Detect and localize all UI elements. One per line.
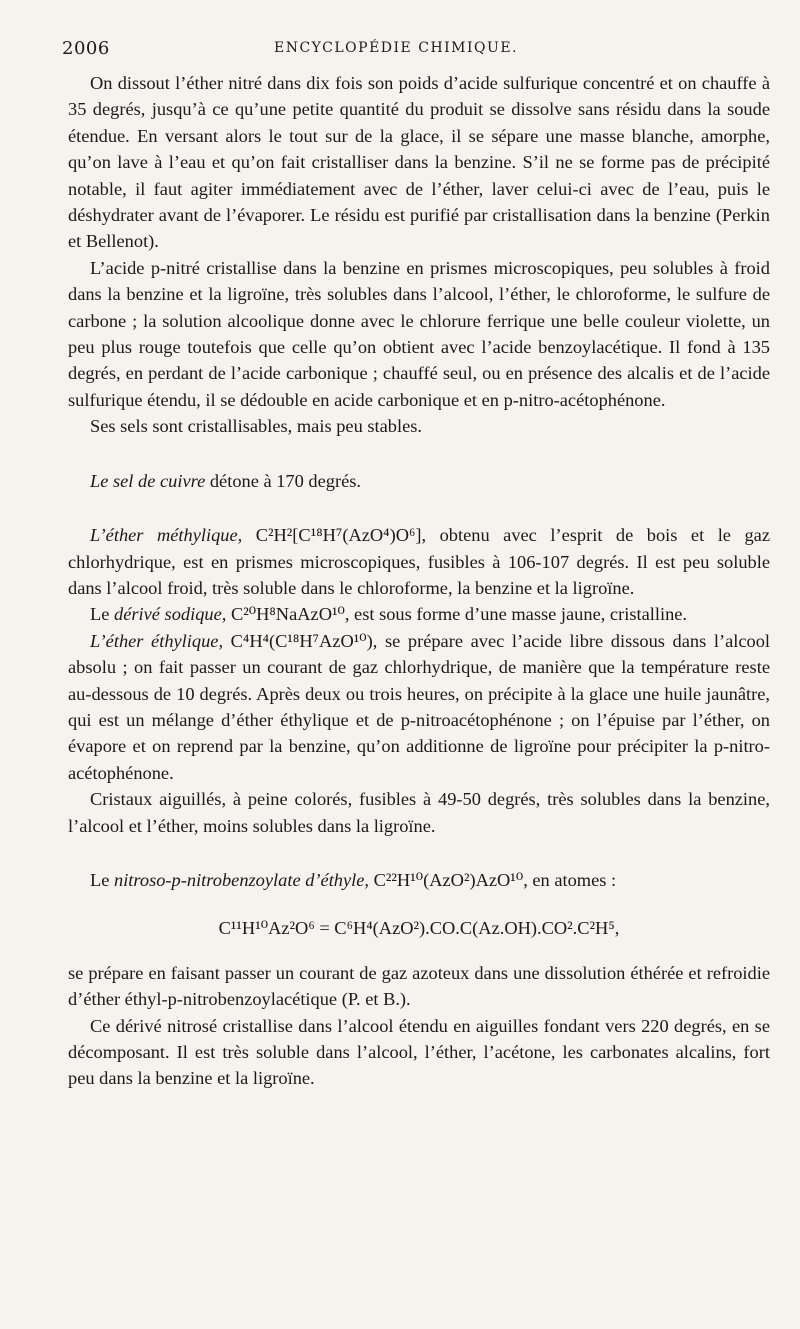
paragraph-cristaux: Cristaux aiguillés, à peine colorés, fusibles à 49-50 degrés, très solubles dans la benzine, l’alcool et l’éther, moins solubles dans la ligroïne.	[68, 789, 770, 836]
paragraph-sel-de-cuivre	[68, 468, 770, 494]
paragraph-2: L’acide p-nitré cristallise dans la benzine en prismes microscopiques, peu solubles à froid dans la benzine et la ligroïne, très solubles dans l’alcool, l’éther, le chloroforme, le sulfure de carbone ; la solution alcoolique donne avec le chlorure ferrique une belle couleur violette, un peu plus rouge toutefois que celle qu’on obtient avec l’acide benzoylacétique. Il fond à 135 degrés, en perdant de l’acide carbonique ; chauffé seul, ou en présence des alcalis et de l’acide sulfurique étendu, il se dédouble en acide carbonique et en p-nitro-acétophénone.	[68, 257, 770, 410]
term-ether-ethylique: L’éther éthylique,	[90, 630, 224, 651]
paragraph-10: se prépare en faisant passer un courant de gaz azoteux dans une dissolution éthérée et refroidie d’éther éthyl-p-nitrobenzoylacétique (P. et B.).	[68, 962, 770, 1010]
page-header	[62, 38, 730, 64]
paragraph-4-text: détone à 170 degrés.	[205, 470, 362, 491]
term-ether-methylique: L’éther méthylique,	[90, 525, 243, 546]
term-sel-de-cuivre: Le sel de cuivre	[90, 470, 206, 491]
paragraph-6-text: C²⁰H⁸NaAzO¹⁰, est sous forme d’une masse jaune, cristalline.	[226, 604, 688, 625]
paragraph-ether-methylique	[68, 522, 770, 601]
paragraph-6-prefix: Le	[90, 604, 114, 625]
term-derive-sodique: dérivé sodique,	[114, 604, 227, 625]
paragraph-9-prefix: Le	[90, 869, 114, 890]
paragraph-derive-sodique	[68, 601, 770, 627]
page-number: 2006	[62, 38, 110, 59]
paragraph-5-text: C²H²[C¹⁸H⁷(AzO⁴)O⁶], obtenu avec l’esprit de bois et le gaz chlorhydrique, est en prismes microscopiques, fusibles à 106-107 degrés. Il est peu soluble dans l’alcool froid, très soluble dans le chloroforme, la benzine et la ligroïne.	[68, 525, 770, 598]
paragraph-9-text: C²²H¹⁰(AzO²)AzO¹⁰, en atomes :	[369, 869, 617, 890]
paragraph-1: On dissout l’éther nitré dans dix fois son poids d’acide sulfurique concentré et on chauffe à 35 degrés, jusqu’à ce qu’une petite quantité du produit se dissolve sans résidu dans la soude étendue. En versant alors le tout sur de la glace, il se sépare une masse blanche, amorphe, qu’on lave à l’eau et qu’on fait cristalliser dans la benzine. S’il ne se forme pas de précipité notable, il faut agiter immédiatement avec de l’éther, laver celui-ci avec de l’eau, puis le déshydrater avant de l’évaporer. Le résidu est purifié par cristallisation dans la benzine (Perkin et Bellenot).	[68, 73, 770, 252]
running-title: ENCYCLOPÉDIE CHIMIQUE.	[274, 40, 518, 56]
paragraph-3: Ses sels sont cristallisables, mais peu stables.	[90, 416, 423, 437]
chemical-formula: C¹¹H¹⁰Az²O⁶ = C⁶H⁴(AzO²).CO.C(Az.OH).CO².C²H⁵,	[218, 918, 620, 939]
paragraph-ether-ethylique	[68, 628, 770, 786]
paragraph-7-text: C⁴H⁴(C¹⁸H⁷AzO¹⁰), se prépare avec l’acide libre dissous dans l’alcool absolu ; on fait passer un courant de gaz chlorhydrique, de manière que la température reste au-dessous de 10 degrés. Après deux ou trois heures, on précipite à la glace une huile jaunâtre, qui est un mélange d’éther éthylique et de p-nitroacétophénone ; on l’épuise par l’éther, on évapore et on reprend par la benzine, qu’on additionne de ligroïne pour précipiter la p-nitro-acétophénone.	[68, 630, 770, 783]
term-nitroso-p-nitrobenzoylate: nitroso-p-nitrobenzoylate d’éthyle,	[114, 869, 370, 890]
paragraph-11: Ce dérivé nitrosé cristallise dans l’alcool étendu en aiguilles fondant vers 220 degrés, en se décomposant. Il est très soluble dans l’alcool, l’éther, l’acétone, les carbonates alcalins, fort peu dans la benzine et la ligroïne.	[68, 1015, 770, 1089]
paragraph-nitroso	[68, 867, 770, 893]
body-text	[68, 70, 770, 1092]
